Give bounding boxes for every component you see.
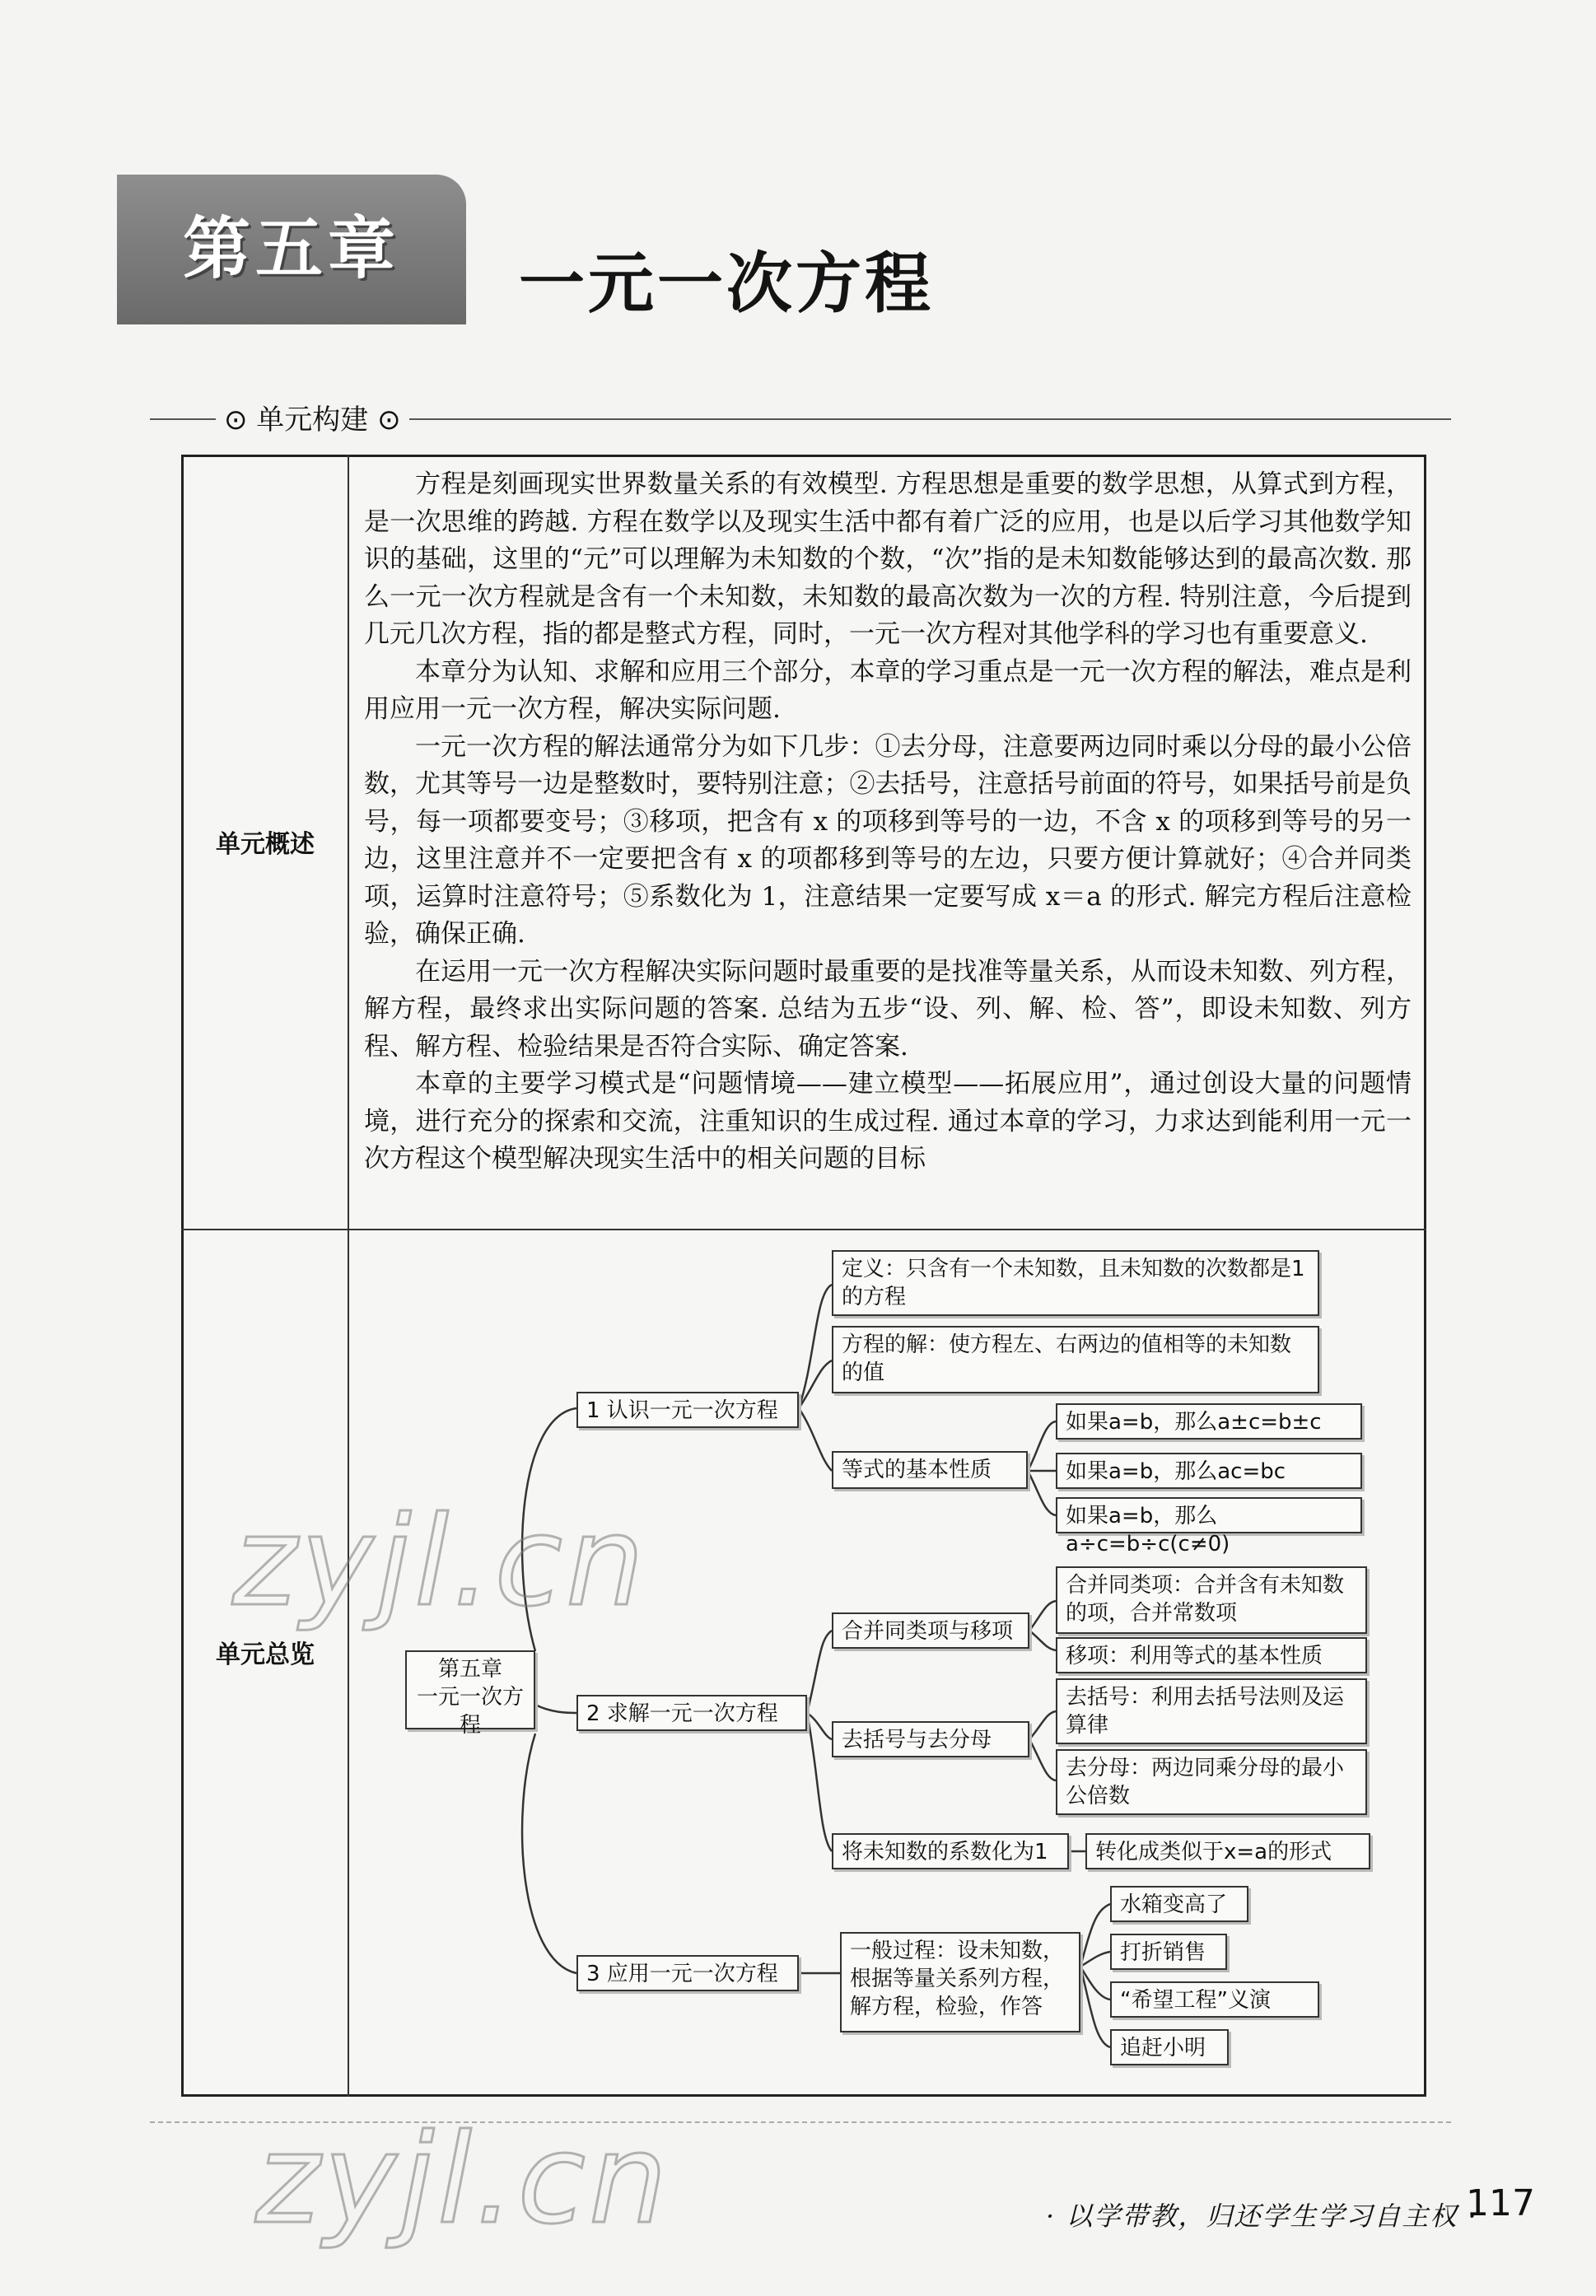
mindmap-coefficient-form: 转化成类似于x=a的形式 bbox=[1085, 1833, 1370, 1869]
page-number: 117 bbox=[1466, 2182, 1535, 2224]
chapter-title: 一元一次方程 bbox=[519, 245, 934, 322]
overview-paragraph: 本章分为认知、求解和应用三个部分，本章的学习重点是一元一次方程的解法，难点是利用应用一元一次方程，解决实际问题. bbox=[364, 656, 1412, 724]
mindmap-example-2: 打折销售 bbox=[1110, 1934, 1227, 1970]
row-label-overview: 单元概述 bbox=[216, 830, 315, 859]
bottom-divider bbox=[150, 2121, 1451, 2123]
overview-paragraph: 一元一次方程的解法通常分为如下几步：①去分母，注意要两边同时乘以分母的最小公倍数，尤其等号一边是整数时，要特别注意；②去括号，注意括号前面的符号，如果括号前是负号，每一项都要变号；③移项，把含有 x 的项移到等号的一边，不含 x 的项移到等号的另一边，这里注意并不一定要把含有 x 的项都移到等号的左边，只要方便计算就好；④合并同类项，运算时注意符号；⑤系数化为 1，注意结果一定要写成 x＝a 的形式. 解完方程后注意检验，确保正确. bbox=[364, 731, 1412, 949]
mindmap-equality-properties: 等式的基本性质 bbox=[832, 1451, 1028, 1489]
overview-paragraph: 本章的主要学习模式是“问题情境——建立模型——拓展应用”，通过创设大量的问题情境，进行充分的探索和交流，注重知识的生成过程. 通过本章的学习，力求达到能利用一元一次方程这个模型解决现实生活中的相关问题的目标 bbox=[364, 1069, 1412, 1174]
section-label: ⊙ 单元构建 ⊙ bbox=[216, 397, 409, 443]
mindmap-branch-3: 3 应用一元一次方程 bbox=[576, 1955, 799, 1991]
mindmap-example-3: “希望工程”义演 bbox=[1110, 1981, 1319, 2018]
mindmap-solution: 方程的解：使方程左、右两边的值相等的未知数的值 bbox=[832, 1326, 1319, 1393]
watermark: zyjl.cn bbox=[255, 2108, 671, 2252]
mindmap-coefficient: 将未知数的系数化为1 bbox=[832, 1833, 1069, 1869]
mindmap-property-2: 如果a=b，那么ac=bc bbox=[1056, 1453, 1362, 1489]
mindmap-remove-denominator: 去分母：两边同乘分母的最小公倍数 bbox=[1056, 1749, 1367, 1815]
row-label-summary: 单元总览 bbox=[216, 1640, 315, 1669]
chapter-tab: 第五章 bbox=[117, 175, 466, 324]
overview-paragraph: 在运用一元一次方程解决实际问题时最重要的是找准等量关系，从而设未知数、列方程，解方程，最终求出实际问题的答案. 总结为五步“设、列、解、检、答”，即设未知数、列方程、解方程、检验结果是否符合实际、确定答案. bbox=[364, 956, 1412, 1062]
mindmap-definition: 定义：只含有一个未知数，且未知数的次数都是1的方程 bbox=[832, 1250, 1319, 1316]
mindmap-general-process: 一般过程：设未知数，根据等量关系列方程，解方程，检验，作答 bbox=[840, 1932, 1080, 2032]
watermark: zyjl.cn bbox=[232, 1491, 648, 1634]
mindmap-remove-brackets: 去括号：利用去括号法则及运算律 bbox=[1056, 1678, 1367, 1744]
footer-slogan: · 以学带教，归还学生学习自主权 · bbox=[1046, 2200, 1478, 2232]
mindmap-branch-1: 1 认识一元一次方程 bbox=[576, 1392, 799, 1428]
mindmap-merge-like-terms: 合并同类项：合并含有未知数的项，合并常数项 bbox=[1056, 1566, 1367, 1634]
mindmap-merge-move: 合并同类项与移项 bbox=[832, 1612, 1029, 1649]
mindmap-bracket-denominator: 去括号与去分母 bbox=[832, 1721, 1029, 1757]
mindmap-root: 第五章 一元一次方程 bbox=[405, 1650, 535, 1729]
mindmap-move-terms: 移项：利用等式的基本性质 bbox=[1056, 1637, 1367, 1673]
mindmap-property-3: 如果a=b，那么a÷c=b÷c(c≠0) bbox=[1056, 1497, 1362, 1533]
overview-paragraph: 方程是刻画现实世界数量关系的有效模型. 方程思想是重要的数学思想，从算式到方程，是一次思维的跨越. 方程在数学以及现实生活中都有着广泛的应用，也是以后学习其他数学知识的基础，这里的“元”可以理解为未知数的个数，“次”指的是未知数能够达到的最高次数. 那么一元一次方程就是含有一个未知数，未知数的最高次数为一次的方程. 特别注意，今后提到几元几次方程，指的都是整式方程，同时，一元一次方程对其他学科的学习也有重要意义. bbox=[364, 469, 1412, 649]
mindmap-example-4: 追赶小明 bbox=[1110, 2029, 1229, 2065]
mindmap-branch-2: 2 求解一元一次方程 bbox=[576, 1695, 807, 1731]
mindmap-example-1: 水箱变高了 bbox=[1110, 1886, 1248, 1922]
mindmap-property-1: 如果a=b，那么a±c=b±c bbox=[1056, 1403, 1362, 1440]
